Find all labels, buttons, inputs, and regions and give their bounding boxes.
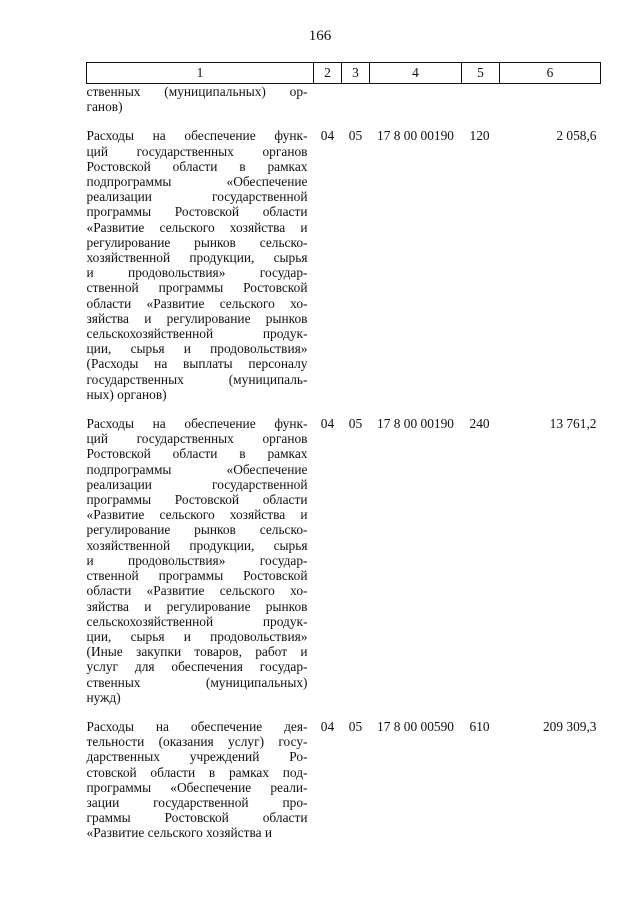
description-line: регулирование рынков сельско- bbox=[86, 522, 308, 538]
section-code: 04 bbox=[320, 128, 335, 144]
description-line: программы Ростовской области bbox=[86, 492, 308, 508]
description-line: ций государственных органов bbox=[86, 143, 308, 159]
description-line: граммы Ростовской области bbox=[86, 810, 308, 826]
spacer-cell bbox=[87, 705, 314, 719]
description-line: ции, сырья и продовольствия» bbox=[86, 341, 308, 357]
subsection-code: 05 bbox=[348, 718, 363, 734]
spacer-cell bbox=[342, 705, 370, 719]
description-line: ственной программы Ростовской bbox=[86, 568, 308, 584]
description-line: стовской области в рамках под- bbox=[86, 764, 308, 780]
description-line: услуг для обеспечения государ- bbox=[86, 659, 308, 675]
column-header-6: 6 bbox=[500, 63, 601, 84]
description-line: ственной программы Ростовской bbox=[86, 280, 308, 296]
row-description bbox=[87, 128, 314, 402]
description-line: регулирование рынков сельско- bbox=[86, 234, 308, 250]
spacer-cell bbox=[462, 705, 500, 719]
section-code: 04 bbox=[320, 416, 335, 432]
description-line: (Иные закупки товаров, работ и bbox=[86, 644, 308, 660]
table-body bbox=[87, 84, 601, 841]
description-line: реализации государственной bbox=[86, 476, 308, 492]
description-line: государственных (муниципаль- bbox=[86, 371, 308, 387]
description-line: ных) органов) bbox=[86, 386, 167, 402]
description-line: ции, сырья и продовольствия» bbox=[86, 628, 308, 644]
amount-value: 13 761,2 bbox=[549, 416, 597, 432]
spacer-cell bbox=[462, 402, 500, 416]
section-code: 04 bbox=[320, 718, 335, 734]
table-row bbox=[87, 128, 601, 402]
description-line: сельскохозяйственной продук- bbox=[86, 613, 308, 629]
subsection-code: 05 bbox=[348, 128, 363, 144]
amount-value: 2 058,6 bbox=[556, 128, 597, 144]
expense-type-code bbox=[462, 84, 500, 115]
target-article-code: 17 8 00 00190 bbox=[377, 128, 454, 144]
target-article-code bbox=[370, 84, 462, 115]
description-line: «Развитие сельского хозяйства и bbox=[86, 825, 273, 841]
budget-table bbox=[86, 62, 601, 841]
row-description bbox=[87, 84, 314, 115]
amount-value bbox=[500, 84, 601, 115]
amount-value: 209 309,3 bbox=[542, 718, 597, 734]
spacer-cell bbox=[342, 402, 370, 416]
row-spacer bbox=[87, 114, 601, 128]
spacer-cell bbox=[87, 114, 314, 128]
description-line: тельности (оказания услуг) госу- bbox=[86, 734, 308, 750]
description-line: сельскохозяйственной продук- bbox=[86, 326, 308, 342]
description-line: дарственных учреждений Ро- bbox=[86, 749, 308, 765]
table-row bbox=[87, 416, 601, 705]
description-line: программы Ростовской области bbox=[86, 204, 308, 220]
target-article-code: 17 8 00 00590 bbox=[377, 718, 454, 734]
spacer-cell bbox=[370, 705, 462, 719]
table-row bbox=[87, 84, 601, 115]
spacer-cell bbox=[500, 402, 601, 416]
description-line: ций государственных органов bbox=[86, 431, 308, 447]
column-header-1: 1 bbox=[87, 63, 314, 84]
spacer-cell bbox=[87, 402, 314, 416]
description-line: Ростовской области в рамках bbox=[86, 446, 308, 462]
row-description bbox=[87, 416, 314, 705]
description-line: ственных (муниципальных) ор- bbox=[86, 84, 308, 99]
description-line: подпрограммы «Обеспечение bbox=[86, 461, 308, 477]
spacer-cell bbox=[342, 114, 370, 128]
column-header-3: 3 bbox=[342, 63, 370, 84]
description-line: зации государственной про- bbox=[86, 794, 308, 810]
expense-type-code: 610 bbox=[469, 718, 490, 734]
description-line: хозяйственной продукции, сырья bbox=[86, 537, 308, 553]
description-line: Расходы на обеспечение дея- bbox=[86, 718, 308, 734]
spacer-cell bbox=[500, 705, 601, 719]
spacer-cell bbox=[500, 114, 601, 128]
spacer-cell bbox=[314, 705, 342, 719]
spacer-cell bbox=[370, 402, 462, 416]
description-line: нужд) bbox=[86, 689, 121, 705]
expense-type-code: 240 bbox=[469, 416, 490, 432]
description-line: и продовольствия» государ- bbox=[86, 265, 308, 281]
description-line: ственных (муниципальных) bbox=[86, 674, 308, 690]
expense-type-code: 120 bbox=[469, 128, 490, 144]
description-line: «Развитие сельского хозяйства и bbox=[86, 507, 308, 523]
description-line: программы «Обеспечение реали- bbox=[86, 779, 308, 795]
description-line: хозяйственной продукции, сырья bbox=[86, 250, 308, 266]
description-line: реализации государственной bbox=[86, 189, 308, 205]
row-spacer bbox=[87, 402, 601, 416]
section-code bbox=[314, 84, 342, 115]
row-spacer bbox=[87, 705, 601, 719]
subsection-code: 05 bbox=[348, 416, 363, 432]
description-line: подпрограммы «Обеспечение bbox=[86, 174, 308, 190]
column-header-5: 5 bbox=[462, 63, 500, 84]
spacer-cell bbox=[314, 402, 342, 416]
description-line: (Расходы на выплаты персоналу bbox=[86, 356, 308, 372]
description-line: области «Развитие сельского хо- bbox=[86, 583, 308, 599]
description-line: «Развитие сельского хозяйства и bbox=[86, 219, 308, 235]
description-line: Расходы на обеспечение функ- bbox=[86, 416, 308, 432]
description-line: ганов) bbox=[86, 99, 123, 115]
spacer-cell bbox=[314, 114, 342, 128]
description-line: зяйства и регулирование рынков bbox=[86, 598, 308, 614]
description-line: Расходы на обеспечение функ- bbox=[86, 128, 308, 144]
target-article-code: 17 8 00 00190 bbox=[377, 416, 454, 432]
page-number: 166 bbox=[308, 28, 332, 44]
description-line: и продовольствия» государ- bbox=[86, 552, 308, 568]
header-row bbox=[87, 63, 601, 84]
description-line: области «Развитие сельского хо- bbox=[86, 295, 308, 311]
column-header-2: 2 bbox=[314, 63, 342, 84]
description-line: Ростовской области в рамках bbox=[86, 158, 308, 174]
spacer-cell bbox=[462, 114, 500, 128]
subsection-code bbox=[342, 84, 370, 115]
row-description bbox=[87, 719, 314, 841]
column-header-4: 4 bbox=[370, 63, 462, 84]
table-row bbox=[87, 719, 601, 841]
spacer-cell bbox=[370, 114, 462, 128]
description-line: зяйства и регулирование рынков bbox=[86, 310, 308, 326]
